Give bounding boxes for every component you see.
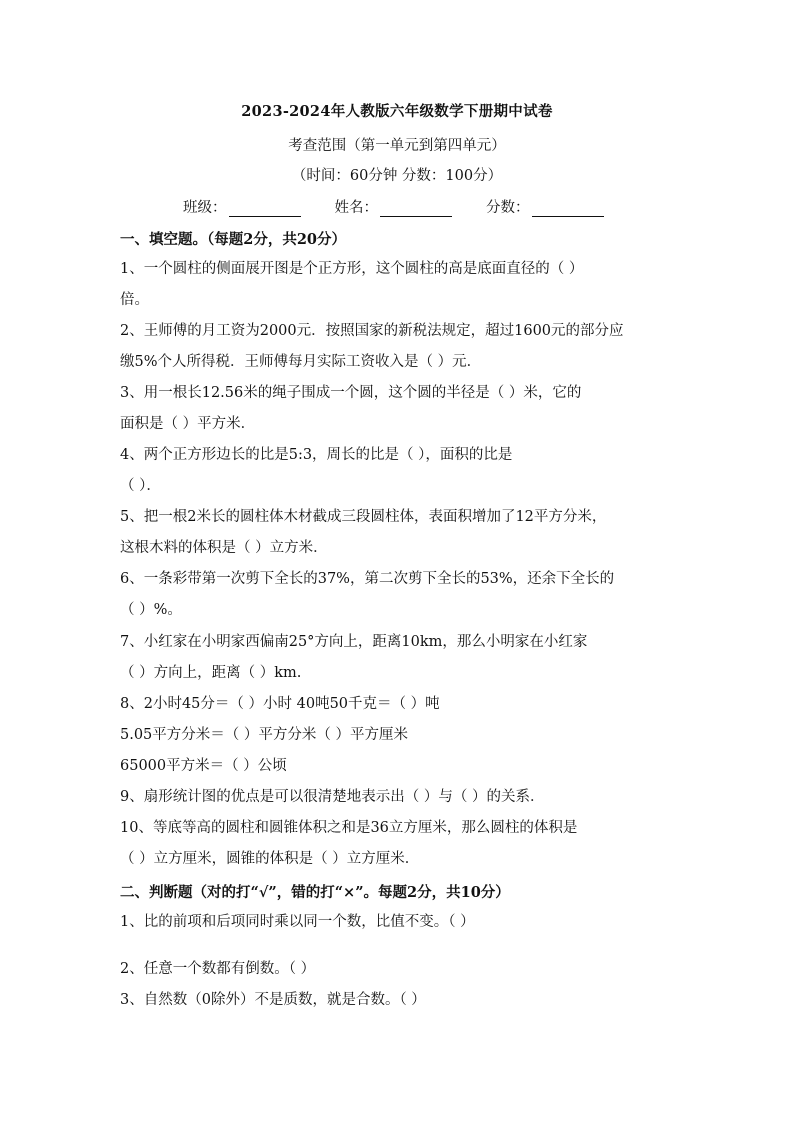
question-line: 倍。: [120, 292, 149, 308]
question-line: 2、王师傅的月工资为2000元．按照国家的新税法规定，超过1600元的部分应: [120, 323, 624, 339]
question-line: 7、小红家在小明家西偏南25°方向上，距离10km，那么小明家在小红家: [120, 634, 588, 650]
name-label: 姓名：: [334, 200, 378, 216]
question-line: 面积是（ ）平方米．: [120, 416, 256, 432]
class-label: 班级：: [183, 200, 227, 216]
question-line: 缴5%个人所得税．王师傅每月实际工资收入是（ ）元．: [120, 354, 482, 370]
score-label: 分数：: [486, 200, 530, 216]
exam-title: 2023-2024年人教版六年级数学下册期中试卷: [241, 103, 553, 120]
question-line: 8、2小时45分＝（ ）小时 40吨50千克＝（ ）吨: [120, 696, 440, 712]
section2-heading: 二、判断题（对的打“√”，错的打“×”。每题2分，共10分）: [120, 884, 510, 901]
question-line: （ ）．: [120, 478, 161, 494]
score-blank: [532, 202, 604, 217]
class-blank: [229, 202, 301, 217]
judgment-line: 3、自然数（0除外）不是质数，就是合数。（ ）: [120, 992, 426, 1008]
question-line: 1、一个圆柱的侧面展开图是个正方形，这个圆柱的高是底面直径的（ ）: [120, 261, 584, 277]
question-line: 9、扇形统计图的优点是可以很清楚地表示出（ ）与（ ）的关系．: [120, 789, 545, 805]
judgment-line: 2、任意一个数都有倒数。（ ）: [120, 961, 316, 977]
question-line: 3、用一根长12.56米的绳子围成一个圆，这个圆的半径是（ ）米，它的: [120, 385, 582, 401]
question-line: 10、等底等高的圆柱和圆锥体积之和是36立方厘米，那么圆柱的体积是: [120, 820, 578, 836]
question-line: （ ）立方厘米，圆锥的体积是（ ）立方厘米．: [120, 851, 420, 867]
question-line: 65000平方米＝（ ）公顷: [120, 758, 287, 774]
question-line: 4、两个正方形边长的比是5:3，周长的比是（ ），面积的比是: [120, 447, 513, 463]
question-line: 5.05平方分米＝（ ）平方分米（ ）平方厘米: [120, 727, 409, 743]
question-line: 这根木料的体积是（ ）立方米．: [120, 540, 328, 556]
exam-time-score: （时间：60分钟 分数：100分）: [291, 168, 503, 184]
question-line: （ ）方向上，距离（ ）km.: [120, 665, 302, 681]
student-info-line: [183, 196, 604, 217]
judgment-line: 1、比的前项和后项同时乘以同一个数，比值不变。（ ）: [120, 914, 475, 930]
question-line: （ ）%。: [120, 602, 182, 618]
exam-scope: 考查范围（第一单元到第四单元）: [288, 138, 506, 154]
section1-heading: 一、填空题。（每题2分，共20分）: [120, 231, 347, 248]
question-line: 6、一条彩带第一次剪下全长的37%，第二次剪下全长的53%，还余下全长的: [120, 571, 615, 587]
name-blank: [380, 202, 452, 217]
question-line: 5、把一根2米长的圆柱体木材截成三段圆柱体，表面积增加了12平方分米，: [120, 509, 607, 525]
